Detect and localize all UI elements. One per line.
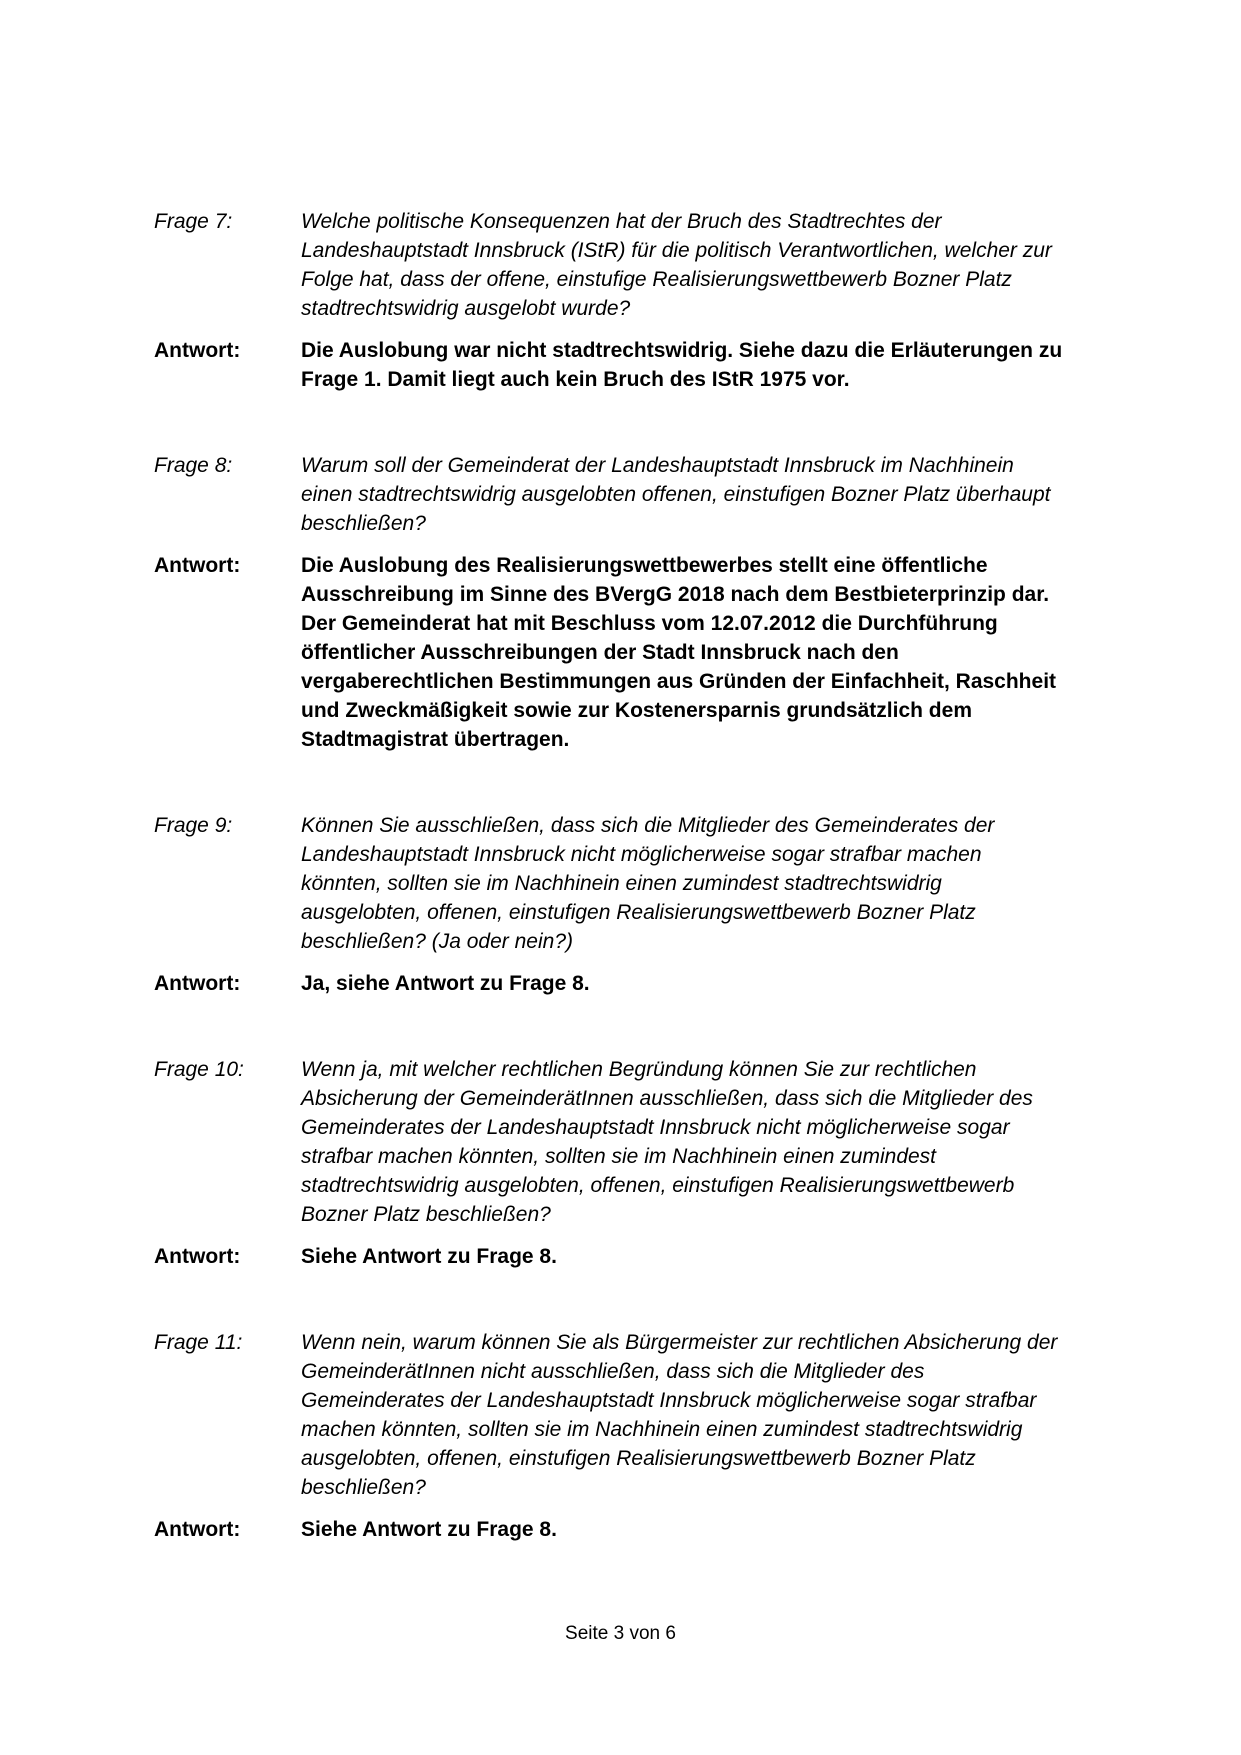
text-line: Wenn nein, warum können Sie als Bürgermeister zur rechtlichen Absicherung der (301, 1331, 1058, 1354)
text-line: beschließen? (Ja oder nein?) (301, 930, 573, 953)
section-spacer (154, 1271, 1134, 1328)
section-spacer (154, 394, 1134, 451)
question-text (301, 207, 1134, 323)
page-number-footer: Seite 3 von 6 (565, 1623, 676, 1644)
text-line: Die Auslobung des Realisierungswettbewerbes stellt eine öffentliche (301, 554, 988, 577)
text-line: Der Gemeinderat hat mit Beschluss vom 12.07.2012 die Durchführung (301, 612, 998, 635)
answer-row (154, 336, 1134, 394)
text-line: Frage 1. Damit liegt auch kein Bruch des IStR 1975 vor. (301, 368, 850, 391)
text-line: Landeshauptstadt Innsbruck (IStR) für die politisch Verantwortlichen, welcher zur (301, 239, 1052, 262)
answer-label: Antwort: (154, 554, 241, 577)
question-row (154, 207, 1134, 323)
text-line: und Zweckmäßigkeit sowie zur Kostenersparnis grundsätzlich dem (301, 699, 972, 722)
text-line: Stadtmagistrat übertragen. (301, 728, 570, 751)
question-text (301, 451, 1134, 538)
text-line: Gemeinderates der Landeshauptstadt Innsbruck nicht möglicherweise sogar (301, 1116, 1010, 1139)
answer-label: Antwort: (154, 339, 241, 362)
qa-block-frage-9 (154, 811, 1134, 998)
answer-row (154, 969, 1134, 998)
qa-block-frage-11 (154, 1328, 1134, 1544)
question-row (154, 1055, 1134, 1229)
text-line: GemeinderätInnen nicht ausschließen, dass sich die Mitglieder des (301, 1360, 925, 1383)
text-line: Wenn ja, mit welcher rechtlichen Begründung können Sie zur rechtlichen (301, 1058, 977, 1081)
text-line: Können Sie ausschließen, dass sich die Mitglieder des Gemeinderates der (301, 814, 995, 837)
question-label: Frage 8: (154, 454, 233, 477)
answer-text (301, 969, 1134, 998)
text-line: stadtrechtswidrig ausgelobten, offenen, einstufigen Realisierungswettbewerb (301, 1174, 1015, 1197)
question-label: Frage 9: (154, 814, 233, 837)
text-line: Welche politische Konsequenzen hat der Bruch des Stadtrechtes der (301, 210, 942, 233)
answer-label: Antwort: (154, 972, 241, 995)
question-text (301, 1055, 1134, 1229)
question-row (154, 451, 1134, 538)
text-line: Absicherung der GemeinderätInnen ausschließen, dass sich die Mitglieder des (301, 1087, 1033, 1110)
text-line: könnten, sollten sie im Nachhinein einen zumindest stadtrechtswidrig (301, 872, 942, 895)
text-line: einen stadtrechtswidrig ausgelobten offenen, einstufigen Bozner Platz überhaupt (301, 483, 1051, 506)
text-line: stadtrechtswidrig ausgelobt wurde? (301, 297, 631, 320)
text-line: machen könnten, sollten sie im Nachhinein einen zumindest stadtrechtswidrig (301, 1418, 1023, 1441)
text-line: Ausschreibung im Sinne des BVergG 2018 nach dem Bestbieterprinzip dar. (301, 583, 1050, 606)
answer-text (301, 1242, 1134, 1271)
text-line: Landeshauptstadt Innsbruck nicht möglicherweise sogar strafbar machen (301, 843, 982, 866)
answer-text (301, 1515, 1134, 1544)
answer-text (301, 551, 1134, 754)
text-line: Siehe Antwort zu Frage 8. (301, 1518, 557, 1541)
question-label: Frage 7: (154, 210, 233, 233)
answer-text (301, 336, 1134, 394)
text-line: Folge hat, dass der offene, einstufige Realisierungswettbewerb Bozner Platz (301, 268, 1012, 291)
question-label: Frage 10: (154, 1058, 244, 1081)
text-line: Ja, siehe Antwort zu Frage 8. (301, 972, 590, 995)
text-line: ausgelobten, offenen, einstufigen Realisierungswettbewerb Bozner Platz (301, 901, 976, 924)
text-line: Bozner Platz beschließen? (301, 1203, 551, 1226)
text-line: öffentlicher Ausschreibungen der Stadt Innsbruck nach den (301, 641, 899, 664)
answer-label: Antwort: (154, 1518, 241, 1541)
answer-row (154, 1242, 1134, 1271)
text-line: Siehe Antwort zu Frage 8. (301, 1245, 557, 1268)
text-line: Die Auslobung war nicht stadtrechtswidrig. Siehe dazu die Erläuterungen zu (301, 339, 1063, 362)
text-line: Gemeinderates der Landeshauptstadt Innsbruck möglicherweise sogar strafbar (301, 1389, 1037, 1412)
answer-row (154, 1515, 1134, 1544)
section-spacer (154, 998, 1134, 1055)
qa-block-frage-7 (154, 207, 1134, 394)
question-text (301, 811, 1134, 956)
text-line: ausgelobten, offenen, einstufigen Realisierungswettbewerb Bozner Platz (301, 1447, 976, 1470)
text-line: beschließen? (301, 1476, 426, 1499)
document-body (154, 207, 1134, 1544)
answer-label: Antwort: (154, 1245, 241, 1268)
qa-block-frage-10 (154, 1055, 1134, 1271)
question-row (154, 1328, 1134, 1502)
text-line: vergaberechtlichen Bestimmungen aus Gründen der Einfachheit, Raschheit (301, 670, 1057, 693)
question-label: Frage 11: (154, 1331, 243, 1354)
question-row (154, 811, 1134, 956)
qa-block-frage-8 (154, 451, 1134, 754)
text-line: beschließen? (301, 512, 426, 535)
answer-row (154, 551, 1134, 754)
text-line: strafbar machen könnten, sollten sie im Nachhinein einen zumindest (301, 1145, 937, 1168)
question-text (301, 1328, 1134, 1502)
section-spacer (154, 754, 1134, 811)
text-line: Warum soll der Gemeinderat der Landeshauptstadt Innsbruck im Nachhinein (301, 454, 1014, 477)
